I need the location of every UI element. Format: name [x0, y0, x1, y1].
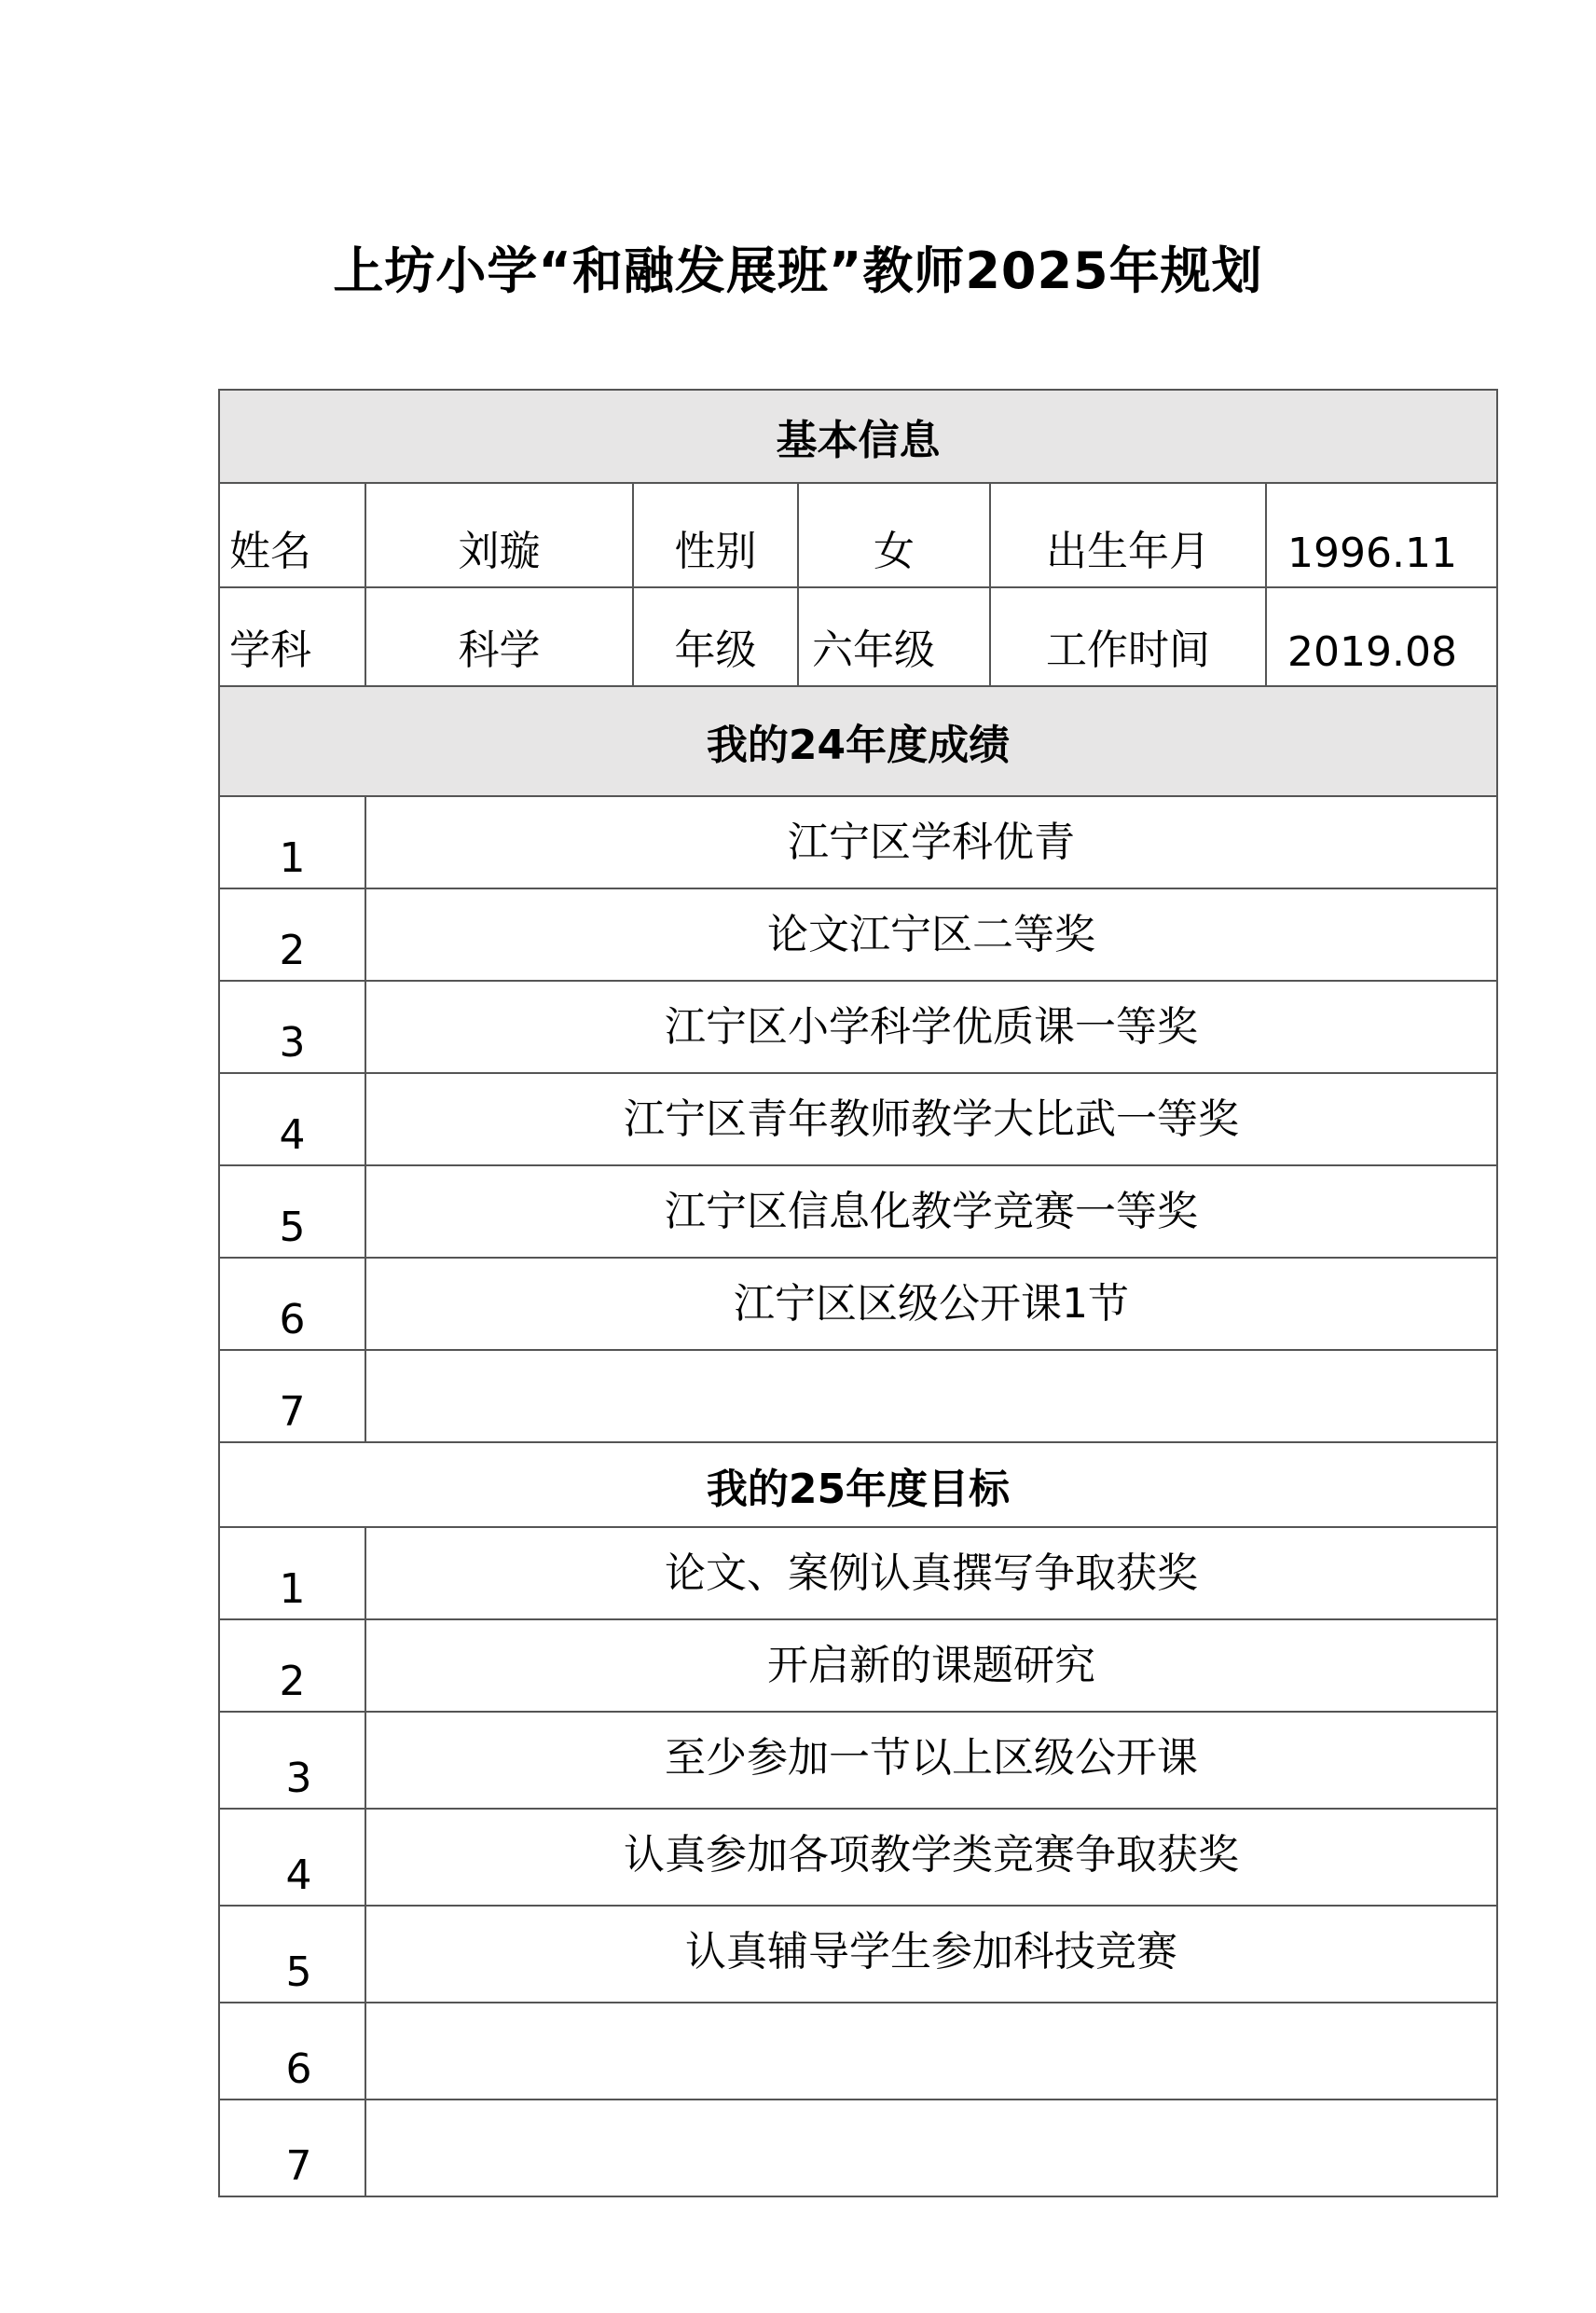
- goal-text: 至少参加一节以上区级公开课: [365, 1712, 1497, 1809]
- name-label: 姓名: [219, 483, 365, 587]
- table-row: [219, 1258, 1497, 1350]
- table-row: [219, 1073, 1497, 1165]
- goal-text: [365, 2100, 1497, 2196]
- goal-number: 3: [219, 1712, 365, 1809]
- achievement-text: 江宁区青年教师教学大比武一等奖: [365, 1073, 1497, 1165]
- achievement-number: 1: [219, 796, 365, 888]
- plan-table: [218, 389, 1498, 2197]
- basic-info-header-row: [219, 390, 1497, 483]
- achievement-number: 6: [219, 1258, 365, 1350]
- work-start-value: 2019.08: [1266, 587, 1497, 686]
- goals-header: 我的25年度目标: [219, 1442, 1497, 1527]
- achievement-number: 2: [219, 888, 365, 981]
- table-row: [219, 1619, 1497, 1712]
- basic-info-row-1: [219, 483, 1497, 587]
- table-row: [219, 888, 1497, 981]
- goal-number: 2: [219, 1619, 365, 1712]
- grade-label: 年级: [633, 587, 798, 686]
- gender-label: 性别: [633, 483, 798, 587]
- achievement-number: 3: [219, 981, 365, 1073]
- achievement-number: 5: [219, 1165, 365, 1258]
- table-row: [219, 1165, 1497, 1258]
- work-label: 工作时间: [990, 587, 1266, 686]
- table-row: [219, 1350, 1497, 1442]
- achievement-number: 7: [219, 1350, 365, 1442]
- goal-number: 7: [219, 2100, 365, 2196]
- page-title: 上坊小学“和融发展班”教师2025年规划: [333, 241, 1263, 300]
- subject-value: 科学: [365, 587, 633, 686]
- goal-number: 1: [219, 1527, 365, 1619]
- goal-text: 认真辅导学生参加科技竞赛: [365, 1906, 1497, 2003]
- goals-header-row: [219, 1442, 1497, 1527]
- achievement-number: 4: [219, 1073, 365, 1165]
- goal-text: 开启新的课题研究: [365, 1619, 1497, 1712]
- achievements-header-row: [219, 686, 1497, 796]
- name-value: 刘璇: [365, 483, 633, 587]
- achievement-text: 江宁区学科优青: [365, 796, 1497, 888]
- birth-value: 1996.11: [1266, 483, 1497, 587]
- goal-text: 论文、案例认真撰写争取获奖: [365, 1527, 1497, 1619]
- table-row: [219, 981, 1497, 1073]
- achievement-text: 江宁区小学科学优质课一等奖: [365, 981, 1497, 1073]
- goal-number: 5: [219, 1906, 365, 2003]
- birth-label: 出生年月: [990, 483, 1266, 587]
- achievements-header: 我的24年度成绩: [219, 686, 1497, 796]
- basic-info-header: 基本信息: [219, 390, 1497, 483]
- table-row: [219, 1712, 1497, 1809]
- goal-text: [365, 2003, 1497, 2100]
- table-row: [219, 2003, 1497, 2100]
- achievement-text: 江宁区信息化教学竞赛一等奖: [365, 1165, 1497, 1258]
- table-row: [219, 796, 1497, 888]
- goal-number: 4: [219, 1809, 365, 1906]
- goal-text: 认真参加各项教学类竞赛争取获奖: [365, 1809, 1497, 1906]
- table-row: [219, 1527, 1497, 1619]
- grade-value: 六年级: [798, 587, 990, 686]
- table-row: [219, 1809, 1497, 1906]
- gender-value: 女: [798, 483, 990, 587]
- achievement-text: 论文江宁区二等奖: [365, 888, 1497, 981]
- achievement-text: [365, 1350, 1497, 1442]
- table-row: [219, 1906, 1497, 2003]
- achievement-text: 江宁区区级公开课1节: [365, 1258, 1497, 1350]
- basic-info-row-2: [219, 587, 1497, 686]
- table-row: [219, 2100, 1497, 2196]
- goal-number: 6: [219, 2003, 365, 2100]
- subject-label: 学科: [219, 587, 365, 686]
